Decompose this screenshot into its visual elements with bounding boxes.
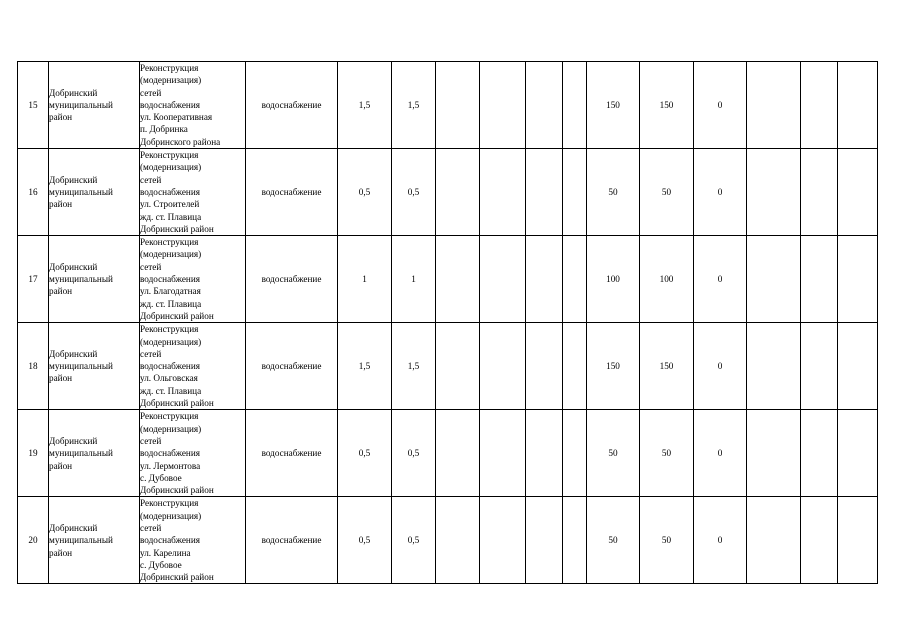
cost-year-cell: 50 (640, 149, 694, 236)
empty-cell (436, 236, 480, 323)
network-type-cell: водоснабжение (246, 149, 338, 236)
table-row (18, 149, 878, 236)
table-row (18, 410, 878, 497)
cost-other-cell: 0 (694, 323, 747, 410)
length-cell: 0,5 (338, 497, 392, 584)
empty-cell (838, 62, 878, 149)
empty-cell (526, 62, 563, 149)
empty-cell (563, 497, 587, 584)
empty-cell (801, 323, 838, 410)
empty-cell (801, 149, 838, 236)
empty-cell (480, 323, 526, 410)
empty-cell (526, 323, 563, 410)
length-reconstructed-cell: 0,5 (392, 410, 436, 497)
cost-total-cell: 50 (587, 497, 640, 584)
cost-other-cell: 0 (694, 62, 747, 149)
empty-cell (436, 149, 480, 236)
project-description-cell: Реконструкция (модернизация) сетей водоснабжения ул. Лермонтова с. Дубовое Добринский район (140, 410, 246, 497)
row-number-cell: 17 (18, 236, 49, 323)
empty-cell (563, 236, 587, 323)
network-type-cell: водоснабжение (246, 62, 338, 149)
length-cell: 1,5 (338, 62, 392, 149)
empty-cell (838, 410, 878, 497)
empty-cell (801, 62, 838, 149)
empty-cell (526, 236, 563, 323)
length-reconstructed-cell: 1 (392, 236, 436, 323)
empty-cell (838, 323, 878, 410)
municipality-cell: Добринский муниципальный район (49, 497, 140, 584)
length-cell: 1 (338, 236, 392, 323)
empty-cell (747, 323, 801, 410)
empty-cell (801, 497, 838, 584)
row-number-cell: 15 (18, 62, 49, 149)
empty-cell (436, 497, 480, 584)
project-description-cell: Реконструкция (модернизация) сетей водоснабжения ул. Карелина с. Дубовое Добринский район (140, 497, 246, 584)
project-description-cell: Реконструкция (модернизация) сетей водоснабжения ул. Строителей жд. ст. Плавица Добринский район (140, 149, 246, 236)
empty-cell (838, 497, 878, 584)
empty-cell (480, 410, 526, 497)
municipality-cell: Добринский муниципальный район (49, 236, 140, 323)
empty-cell (436, 62, 480, 149)
table-row (18, 497, 878, 584)
cost-total-cell: 100 (587, 236, 640, 323)
row-number-cell: 20 (18, 497, 49, 584)
empty-cell (480, 236, 526, 323)
empty-cell (747, 236, 801, 323)
empty-cell (838, 149, 878, 236)
empty-cell (436, 410, 480, 497)
network-type-cell: водоснабжение (246, 323, 338, 410)
length-reconstructed-cell: 1,5 (392, 62, 436, 149)
empty-cell (480, 62, 526, 149)
network-type-cell: водоснабжение (246, 497, 338, 584)
empty-cell (563, 323, 587, 410)
investment-program-table (17, 61, 878, 584)
empty-cell (526, 410, 563, 497)
empty-cell (563, 149, 587, 236)
cost-other-cell: 0 (694, 410, 747, 497)
empty-cell (838, 236, 878, 323)
cost-year-cell: 50 (640, 410, 694, 497)
length-cell: 0,5 (338, 149, 392, 236)
project-description-cell: Реконструкция (модернизация) сетей водоснабжения ул. Ольговская жд. ст. Плавица Добринский район (140, 323, 246, 410)
empty-cell (480, 149, 526, 236)
empty-cell (801, 236, 838, 323)
empty-cell (801, 410, 838, 497)
empty-cell (747, 149, 801, 236)
cost-year-cell: 150 (640, 62, 694, 149)
cost-year-cell: 150 (640, 323, 694, 410)
row-number-cell: 19 (18, 410, 49, 497)
cost-year-cell: 50 (640, 497, 694, 584)
cost-total-cell: 150 (587, 323, 640, 410)
empty-cell (436, 323, 480, 410)
table-body (18, 62, 878, 584)
table-row (18, 62, 878, 149)
length-cell: 0,5 (338, 410, 392, 497)
length-reconstructed-cell: 0,5 (392, 497, 436, 584)
empty-cell (747, 410, 801, 497)
row-number-cell: 18 (18, 323, 49, 410)
network-type-cell: водоснабжение (246, 236, 338, 323)
municipality-cell: Добринский муниципальный район (49, 62, 140, 149)
cost-total-cell: 150 (587, 62, 640, 149)
table-row (18, 323, 878, 410)
empty-cell (480, 497, 526, 584)
length-cell: 1,5 (338, 323, 392, 410)
municipality-cell: Добринский муниципальный район (49, 410, 140, 497)
length-reconstructed-cell: 1,5 (392, 323, 436, 410)
empty-cell (526, 149, 563, 236)
cost-other-cell: 0 (694, 497, 747, 584)
project-description-cell: Реконструкция (модернизация) сетей водоснабжения ул. Благодатная жд. ст. Плавица Добринский район (140, 236, 246, 323)
empty-cell (526, 497, 563, 584)
cost-other-cell: 0 (694, 149, 747, 236)
length-reconstructed-cell: 0,5 (392, 149, 436, 236)
cost-other-cell: 0 (694, 236, 747, 323)
empty-cell (747, 497, 801, 584)
row-number-cell: 16 (18, 149, 49, 236)
network-type-cell: водоснабжение (246, 410, 338, 497)
cost-total-cell: 50 (587, 410, 640, 497)
project-description-cell: Реконструкция (модернизация) сетей водоснабжения ул. Кооперативная п. Добринка Добринского района (140, 62, 246, 149)
municipality-cell: Добринский муниципальный район (49, 323, 140, 410)
empty-cell (563, 410, 587, 497)
municipality-cell: Добринский муниципальный район (49, 149, 140, 236)
cost-total-cell: 50 (587, 149, 640, 236)
table-row (18, 236, 878, 323)
empty-cell (747, 62, 801, 149)
cost-year-cell: 100 (640, 236, 694, 323)
empty-cell (563, 62, 587, 149)
